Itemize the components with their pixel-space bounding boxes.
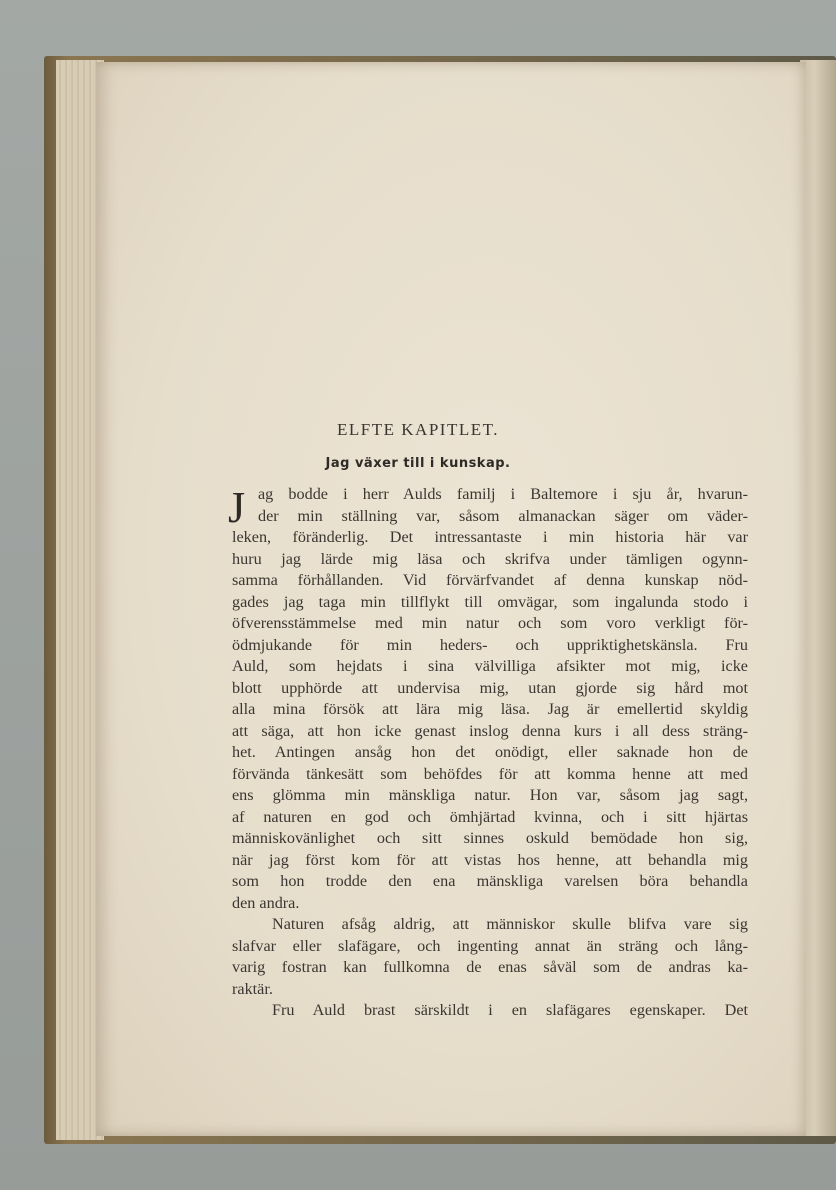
text-line: ens glömma min mänskliga natur. Hon var, såsom jag sagt, (232, 786, 748, 804)
text-line: Fru Auld brast särskildt i en slafägares egenskaper. Det (272, 1001, 748, 1019)
text-line: samma förhållanden. Vid förvärfvandet af denna kunskap nöd- (232, 571, 748, 589)
text-line: blott upphörde att undervisa mig, utan gjorde sig hård mot (232, 678, 748, 697)
text-line: het. Antingen ansåg hon det onödigt, eller saknade hon de (232, 743, 748, 761)
drop-cap: J (228, 483, 246, 532)
text-line: den andra. (232, 893, 300, 912)
text-line: ag bodde i herr Aulds familj i Baltemore i sju år, hvarun- (258, 485, 748, 503)
text-line: ödmjukande för min heders- och uppriktighetskänsla. Fru (232, 635, 748, 654)
text-line: huru jag lärde mig läsa och skrifva under tämligen ogynn- (232, 549, 748, 568)
text-line: Auld, som hejdats i sina välvilliga afsikter mot mig, icke (232, 657, 748, 675)
chapter-heading: ELFTE KAPITLET. (337, 420, 499, 439)
text-line: varig fostran kan fullkomna de enas såväl som de andras ka- (232, 958, 748, 976)
text-line: att säga, att hon icke genast inslog denna kurs i all dess sträng- (232, 721, 748, 740)
text-line: slafvar eller slafägare, och ingenting annat än sträng och lång- (232, 936, 748, 955)
text-line: Naturen afsåg aldrig, att människor skulle blifva vare sig (272, 915, 748, 933)
text-line: öfverensstämmelse med min natur och som voro verkligt för- (232, 614, 748, 632)
text-line: människovänlighet och sitt sinnes oskuld bemödade hon sig, (232, 829, 748, 847)
text-line: af naturen en god och ömhjärtad kvinna, och i sitt hjärtas (232, 807, 748, 826)
text-line: när jag först kom för att vistas hos henne, att behandla mig (232, 850, 748, 869)
body-text (228, 483, 748, 1022)
text-line: raktär. (232, 979, 273, 998)
chapter-title: Jag växer till i kunskap. (325, 456, 511, 471)
text-line: der min ställning var, såsom almanackan säger om väder- (258, 506, 748, 525)
text-line: alla mina försök att lära mig läsa. Jag är emellertid skyldig (232, 700, 748, 718)
text-line: som hon trodde den ena mänskliga varelsen böra behandla (232, 872, 748, 890)
text-line: förvända tänkesätt som behöfdes för att komma henne att med (232, 764, 748, 783)
text-line: leken, föränderlig. Det intressantaste i min historia här var (232, 528, 748, 546)
text-line: gades jag taga min tillflykt till omvägar, som ingalunda stodo i (232, 592, 748, 611)
